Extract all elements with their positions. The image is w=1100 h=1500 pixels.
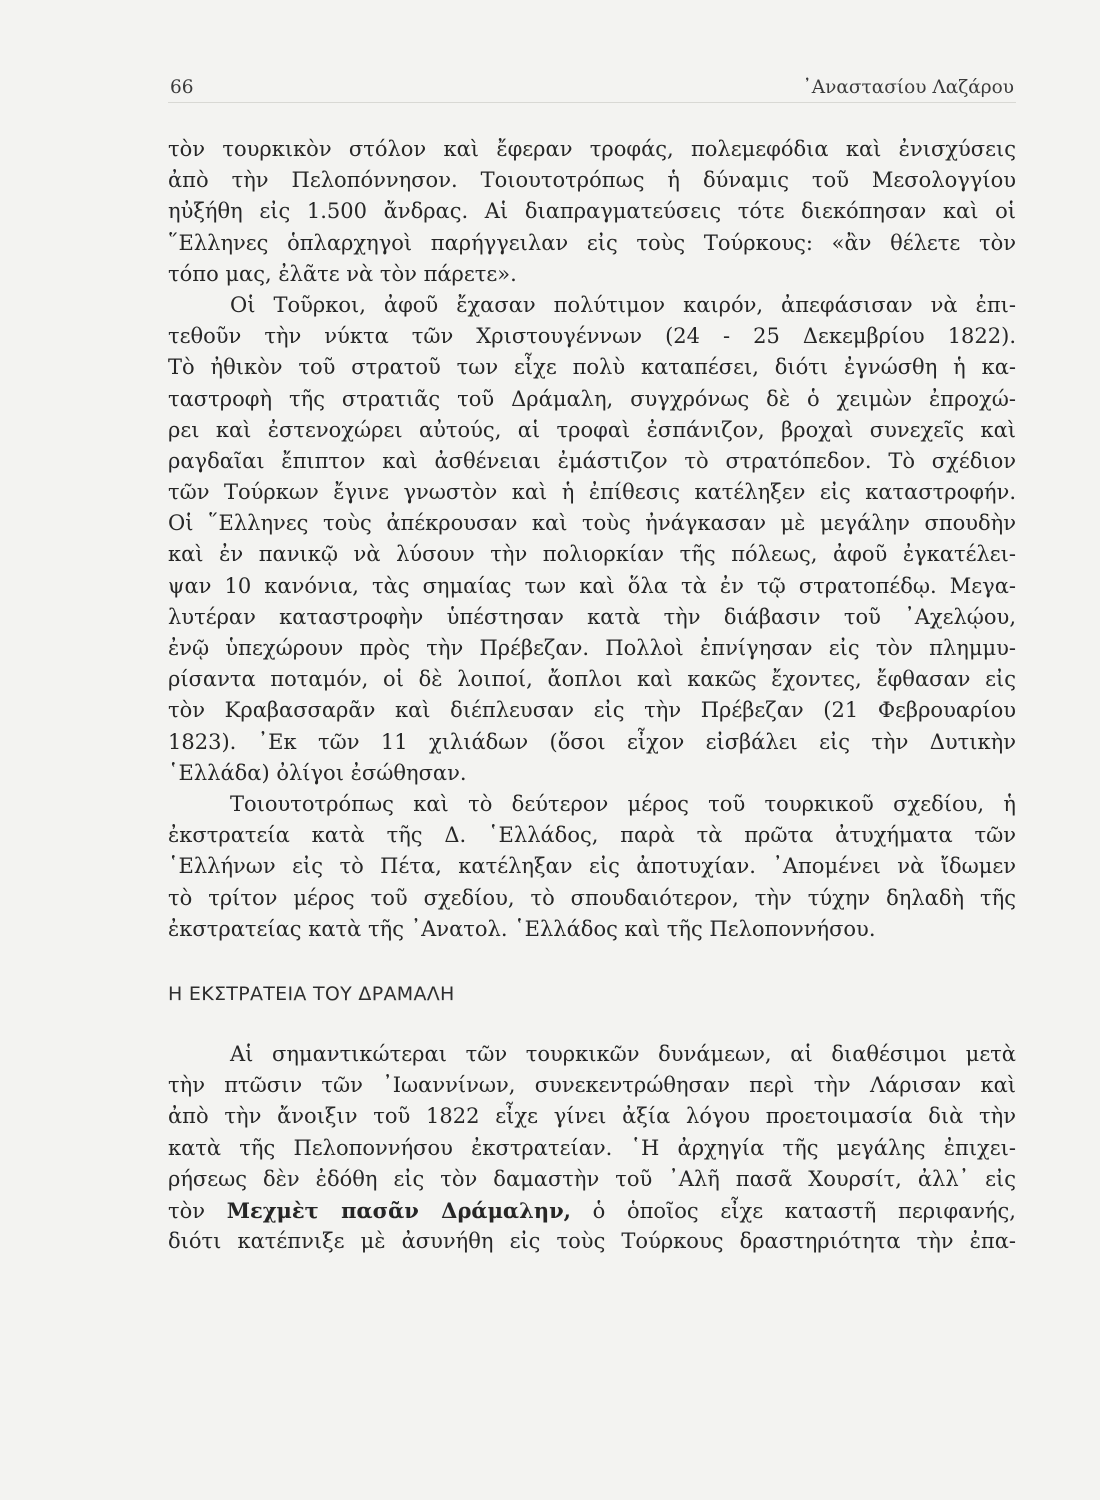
text-line: κατὰ τῆς Πελοποννήσου ἐκστρατείαν. ῾Η ἀρχηγία τῆς μεγάλης ἐπιχει-	[168, 1135, 1016, 1160]
text-fragment: ὁ ὁποῖος εἶχε καταστῆ περιφανής,	[592, 1199, 1016, 1223]
text-line: ἀπὸ τὴν ἄνοιξιν τοῦ 1822 εἶχε γίνει ἀξία λόγου προετοιμασία διὰ τὴν	[168, 1104, 1016, 1129]
running-head	[170, 66, 1014, 98]
text-line: ἐκστρατεία κατὰ τῆς Δ. ῾Ελλάδος, παρὰ τὰ πρῶτα ἀτυχήματα τῶν	[168, 823, 1016, 848]
text-line: Τοιουτοτρόπως καὶ τὸ δεύτερον μέρος τοῦ τουρκικοῦ σχεδίου, ἡ	[230, 791, 1016, 816]
text-line: τὸν Κραβασσαρᾶν καὶ διέπλευσαν εἰς τὴν Πρέβεζαν (21 Φεβρουαρίου	[168, 698, 1016, 723]
text-line: καὶ ἐν πανικῷ νὰ λύσουν τὴν πολιορκίαν τῆς πόλεως, ἀφοῦ ἐγκατέλει-	[168, 542, 1016, 567]
page-number: 66	[170, 77, 194, 98]
paragraph	[168, 1039, 1016, 1257]
text-line: τὴν πτῶσιν τῶν ᾿Ιωαννίνων, συνεκεντρώθησαν περὶ τὴν Λάρισαν καὶ	[168, 1073, 1016, 1098]
text-line: ἀπὸ τὴν Πελοπόννησον. Τοιουτοτρόπως ἡ δύναμις τοῦ Μεσολογγίου	[168, 168, 1016, 193]
text-line: ἐκστρατείας κατὰ τῆς ᾿Ανατολ. ῾Ελλάδος καὶ τῆς Πελοποννήσου.	[168, 916, 876, 941]
text-line: Αἱ σημαντικώτεραι τῶν τουρκικῶν δυνάμεων, αἱ διαθέσιμοι μετὰ	[230, 1042, 1016, 1067]
text-line: ἐνῷ ὑπεχώρουν πρὸς τὴν Πρέβεζαν. Πολλοὶ ἐπνίγησαν εἰς τὸν πλημμυ-	[168, 636, 1016, 660]
text-line: Οἱ ῞Ελληνες τοὺς ἀπέκρουσαν καὶ τοὺς ἠνάγκασαν μὲ μεγάλην σπουδὴν	[168, 511, 1016, 536]
running-title: ᾿Αναστασίου Λαζάρου	[802, 77, 1014, 98]
text-line: 1823). ᾿Εκ τῶν 11 χιλιάδων (ὅσοι εἶχον εἰσβάλει εἰς τὴν Δυτικὴν	[168, 729, 1016, 754]
text-line: ραγδαῖαι ἔπιπτον καὶ ἀσθένειαι ἐμάστιζον τὸ στρατόπεδον. Τὸ σχέδιον	[168, 448, 1016, 473]
text-line: τεθοῦν τὴν νύκτα τῶν Χριστουγέννων (24 - 25 Δεκεμβρίου 1822).	[168, 324, 1016, 349]
text-fragment: τὸν	[168, 1199, 206, 1223]
section-heading: Η ΕΚΣΤΡΑΤΕΙΑ ΤΟΥ ΔΡΑΜΑΛΗ	[168, 982, 455, 1005]
text-line: τόπο μας, ἐλᾶτε νὰ τὸν πάρετε».	[168, 261, 517, 286]
text-line: Οἱ Τοῦρκοι, ἀφοῦ ἔχασαν πολύτιμον καιρόν, ἀπεφάσισαν νὰ ἐπι-	[230, 292, 1016, 317]
text-line: ρήσεως δὲν ἐδόθη εἰς τὸν δαμαστὴν τοῦ ᾿Αλῆ πασᾶ Χουρσίτ, ἀλλ᾿ εἰς	[168, 1166, 1016, 1191]
paragraph	[168, 789, 1016, 945]
text-line: ῞Ελληνες ὁπλαρχηγοὶ παρήγγειλαν εἰς τοὺς Τούρκους: «ἂν θέλετε τὸν	[168, 230, 1016, 255]
text-line: λυτέραν καταστροφὴν ὑπέστησαν κατὰ τὴν διάβασιν τοῦ ᾿Αχελῴου,	[168, 604, 1016, 629]
text-line: ταστροφὴ τῆς στρατιᾶς τοῦ Δράμαλη, συγχρόνως δὲ ὁ χειμὼν ἐπροχώ-	[168, 386, 1016, 411]
text-line: ῾Ελλάδα) ὀλίγοι ἐσώθησαν.	[168, 760, 467, 785]
text-line: τῶν Τούρκων ἔγινε γνωστὸν καὶ ἡ ἐπίθεσις κατέληξεν εἰς καταστροφήν.	[168, 480, 1016, 505]
paragraph	[168, 134, 1016, 290]
text-line: ψαν 10 κανόνια, τὰς σημαίας των καὶ ὅλα τὰ ἐν τῷ στρατοπέδῳ. Μεγα-	[168, 573, 1016, 598]
text-line: Τὸ ἠθικὸν τοῦ στρατοῦ των εἶχε πολὺ καταπέσει, διότι ἐγνώσθη ἡ κα-	[168, 355, 1016, 380]
bold-name: Μεχμὲτ πασᾶν Δράμαλην,	[226, 1198, 571, 1223]
text-line: ρει καὶ ἐστενοχώρει αὐτούς, αἱ τροφαὶ ἐσπάνιζον, βροχαὶ συνεχεῖς καὶ	[168, 417, 1016, 442]
text-line: τὸν τουρκικὸν στόλον καὶ ἔφεραν τροφάς, πολεμεφόδια καὶ ἐνισχύσεις	[168, 137, 1016, 161]
text-line: ηὐξήθη εἰς 1.500 ἄνδρας. Αἱ διαπραγματεύσεις τότε διεκόπησαν καὶ οἱ	[168, 199, 1016, 224]
text-line: τὸ τρίτον μέρος τοῦ σχεδίου, τὸ σπουδαιότερον, τὴν τύχην δηλαδὴ τῆς	[168, 885, 1016, 910]
body-text	[168, 134, 1016, 1257]
text-line	[168, 1195, 1016, 1226]
paragraph	[168, 290, 1016, 789]
header-divider	[168, 102, 1016, 103]
text-line: διότι κατέπνιξε μὲ ἀσυνήθη εἰς τοὺς Τούρκους δραστηριότητα τὴν ἐπα-	[168, 1229, 1016, 1254]
text-line: ρίσαντα ποταμόν, οἱ δὲ λοιποί, ἄοπλοι καὶ κακῶς ἔχοντες, ἔφθασαν εἰς	[168, 667, 1016, 692]
text-line: ῾Ελλήνων εἰς τὸ Πέτα, κατέληξαν εἰς ἀποτυχίαν. ᾿Απομένει νὰ ἴδωμεν	[168, 854, 1016, 879]
